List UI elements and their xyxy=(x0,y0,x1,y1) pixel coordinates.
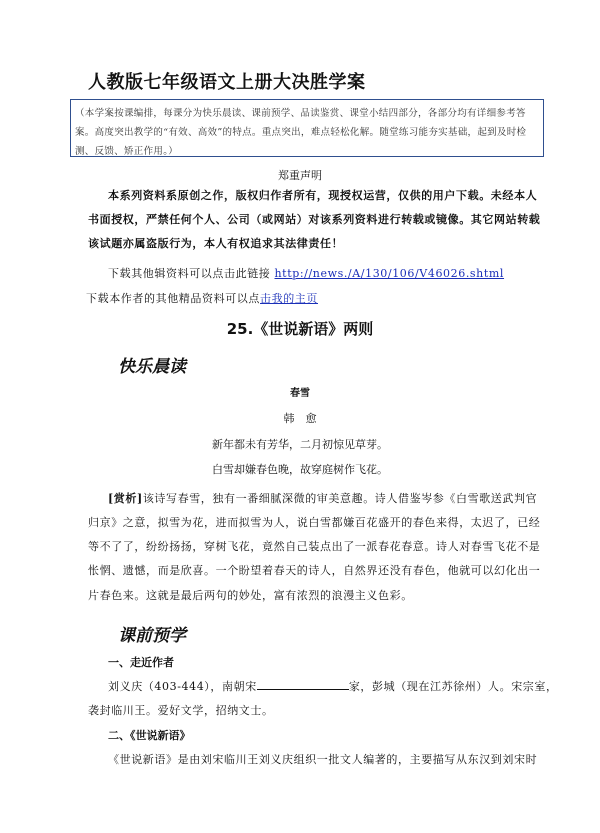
declaration-line-2: 书面授权，严禁任何个人、公司（或网站）对该系列资料进行转载或镜像。其它网站转载 xyxy=(88,213,541,226)
fill-in-blank[interactable] xyxy=(257,677,349,690)
author-info-line-1 xyxy=(108,675,558,699)
subsection-book-title: 二、《世说新语》 xyxy=(108,729,191,742)
author-info-1b: 家，彭城（现在江苏徐州）人。宋宗室， xyxy=(348,680,558,693)
chapter-title: 25.《世说新语》两则 xyxy=(226,320,374,338)
subsection-author-title: 一、走近作者 xyxy=(108,656,174,669)
intro-text: （本学案按课编排，每课分为快乐晨读、课前预学、品读鉴赏、课堂小结四部分，各部分均有详细参考答案。高度突出教学的“有效、高效”的特点。重点突出，难点轻松化解。随堂练习能夯实基础，起到及时检测、反馈、矫正作用。） xyxy=(75,108,527,157)
document-title: 人教版七年级语文上册大决胜学案 xyxy=(88,72,366,93)
author-homepage-link[interactable]: 击我的主页 xyxy=(260,292,318,305)
intro-box xyxy=(70,99,544,157)
appreciation-line-5: 片春色来。这就是最后两句的妙处，富有浓烈的浪漫主义色彩。 xyxy=(88,589,413,602)
appreciation-text-1: 该诗写春雪，独有一番细腻深微的审美意趣。诗人借鉴岑参《白雪歌送武判官 xyxy=(142,492,538,505)
poem-line-2: 白雪却嫌春色晚，故穿庭树作飞花。 xyxy=(212,463,388,476)
appreciation-line-4: 怅惘、遗憾，而是欣喜。一个盼望着春天的诗人，自然界还没有春色，他就可以幻化出一 xyxy=(88,564,541,577)
poem-title: 春雪 xyxy=(290,388,310,399)
author-info-line-2: 袭封临川王。爱好文学，招纳文士。 xyxy=(88,704,274,717)
section-heading-pre-study: 课前预学 xyxy=(118,626,186,646)
appreciation-line-1 xyxy=(108,487,537,511)
download-line xyxy=(108,262,504,286)
declaration-line-3: 该试题亦属盗版行为，本人有权追求其法律责任！ xyxy=(88,237,344,250)
appreciation-line-3: 等不了了，纷纷扬扬，穿树飞花，竟然自己装点出了一派春花春意。诗人对春雪飞花不是 xyxy=(88,540,541,553)
appreciation-line-2: 归京》之意，拟雪为花，进而拟雪为人，说白雪都嫌百花盛开的春色来得，太迟了，已经 xyxy=(88,516,541,529)
poem-author: 韩 愈 xyxy=(283,412,317,425)
author-info-1a: 刘义庆（403-444），南朝宋 xyxy=(108,680,257,693)
appreciation-tag: [赏析] xyxy=(108,492,143,505)
author-line xyxy=(86,287,318,311)
download-prefix: 下载其他辑资料可以点击此链接 xyxy=(108,267,275,280)
section-heading-morning-reading: 快乐晨读 xyxy=(118,357,186,377)
declaration-title: 郑重声明 xyxy=(278,169,322,182)
author-prefix: 下载本作者的其他精品资料可以点 xyxy=(86,292,260,305)
declaration-line-1: 本系列资料系原创之作，版权归作者所有，现授权运营，仅供的用户下载。未经本人 xyxy=(108,189,538,202)
book-info-line-1: 《世说新语》是由刘宋临川王刘义庆组织一批文人编著的，主要描写从东汉到刘宋时 xyxy=(108,753,538,766)
download-link[interactable]: http://news./A/130/106/V46026.shtml xyxy=(274,267,505,280)
poem-line-1: 新年都未有芳华，二月初惊见草芽。 xyxy=(212,438,388,451)
